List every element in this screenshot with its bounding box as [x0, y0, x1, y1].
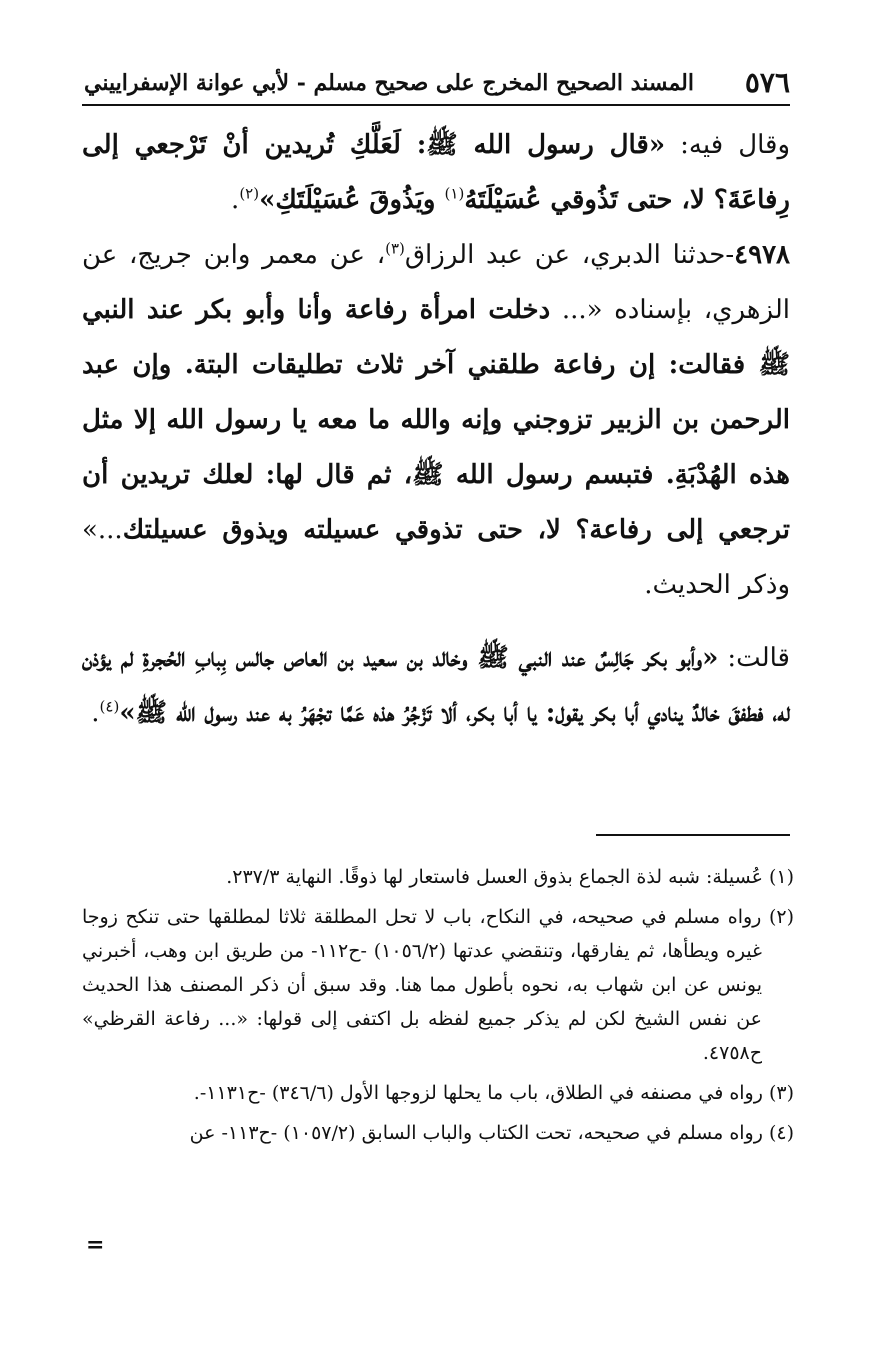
- paragraph-1: [82, 118, 790, 228]
- p3-end: .: [91, 698, 100, 728]
- footnote-2: (٢) رواه مسلم في صحيحه، في النكاح، باب لا تحل المطلقة ثلاثا لمطلقها حتى تنكح زوجا غيره ويطأها، ثم يفارقها، وتنقضي عدتها (١٠٥٦/٢) -ح١١٢- من طريق ابن وهب، أخبرني يونس عن ابن شهاب به، نحوه بأطول مما هنا. وقد سبق أن ذكر المصنف هذا الحديث عن نفس الشيخ لكن لم يذكر جميع لفظه بل اكتفى إلى قولها: «... رفاعة القرظي» ح٤٧٥٨.: [82, 906, 794, 1064]
- p1-hadith-quote: «قال رسول الله ﷺ: لَعَلَّكِ تُريدين أنْ تَرْجعي إلى رِفاعَةَ؟ لا، حتى تَذُوقي عُسَيْلَتَهُ: [82, 130, 790, 215]
- footnote-ref-1: (١): [444, 184, 465, 203]
- p1-hadith-quote-2: ويَذُوقَ عُسَيْلَتَكِ»: [259, 185, 445, 215]
- p2-end: ...» وذكر الحديث.: [82, 515, 790, 600]
- footnote-ref-2: (٢): [239, 184, 260, 203]
- header-rule: [82, 104, 790, 106]
- footnote-4: (٤) رواه مسلم في صحيحه، تحت الكتاب والباب السابق (١٠٥٧/٢) -ح١١٣- عن: [189, 1122, 794, 1144]
- continuation-mark: =: [86, 1232, 105, 1258]
- footnotes: [82, 860, 794, 1150]
- p2-chain-b: ، عن معمر وابن جريج، عن الزهري، بإسناده «...: [82, 240, 790, 325]
- p3-intro: قالت:: [718, 643, 790, 673]
- p1-end: .: [231, 185, 240, 215]
- p3-hadith-text: «وأبو بكر جَالِسٌ عند النبي ﷺ وخالد بن سعيد بن العاص جالس بِبابِ الحُجرةِ لم يؤذن له، فطفقَ خالدٌ ينادي أبا بكر يقول: يا أبا بكر، ألا تَزْجُرُ هذه عَمَّا تجْهَرُ به عند رسول الله ﷺ»: [82, 643, 790, 728]
- page-number: ٥٧٦: [744, 66, 790, 99]
- footnote-separator: [596, 834, 790, 836]
- p1-intro: وقال فيه:: [665, 130, 790, 160]
- footnote-ref-3: (٣): [385, 239, 405, 258]
- footnote-ref-4: (٤): [99, 697, 120, 716]
- p2-chain-a: -حدثنا الدبري، عن عبد الرزاق: [404, 240, 735, 270]
- paragraph-3: [82, 631, 790, 741]
- paragraph-gap: [82, 613, 790, 631]
- running-title: المسند الصحيح المخرج على صحيح مسلم - لأبي عوانة الإسفراييني: [84, 70, 694, 96]
- footnote-1: (١) عُسيلة: شبه لذة الجماع بذوق العسل فاستعار لها ذوقًا. النهاية ٢٣٧/٣.: [226, 866, 794, 888]
- page-header: [82, 62, 790, 102]
- footnote-3: (٣) رواه في مصنفه في الطلاق، باب ما يحلها لزوجها الأول (٣٤٦/٦) -ح١١٣١-.: [193, 1082, 794, 1104]
- p2-hadith-text: دخلت امرأة رفاعة وأنا وأبو بكر عند النبي ﷺ فقالت: إن رفاعة طلقني آخر ثلاث تطليقات البتة. وإن عبد الرحمن بن الزبير تزوجني وإنه والله ما معه يا رسول الله إلا مثل هذه الهُدْبَةِ. فتبسم رسول الله ﷺ، ثم قال لها: لعلك تريدين أن ترجعي إلى رفاعة؟ لا، حتى تذوقي عسيلته ويذوق عسيلتك: [82, 295, 790, 545]
- hadith-number: ٤٩٧٨: [734, 240, 790, 270]
- main-text: [82, 118, 790, 741]
- paragraph-2: [82, 228, 790, 613]
